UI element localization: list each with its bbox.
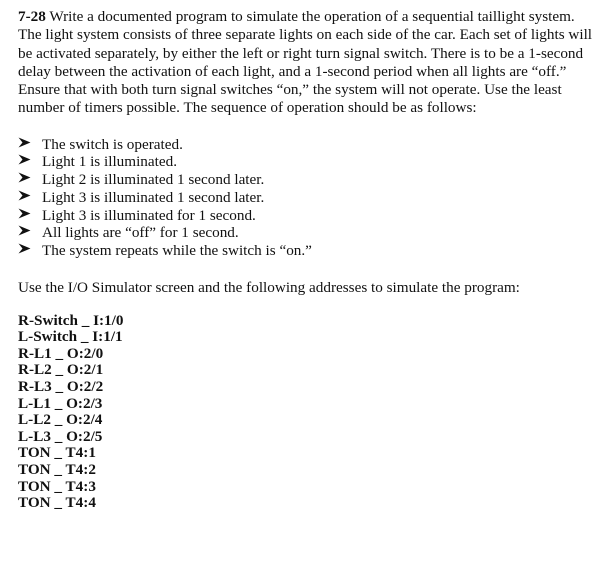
sequence-item-text: Light 2 is illuminated 1 second later. bbox=[42, 171, 265, 189]
address-list bbox=[18, 313, 596, 512]
arrowhead-bullet-icon bbox=[18, 225, 42, 236]
sequence-item bbox=[18, 189, 596, 207]
sequence-list bbox=[18, 136, 596, 260]
arrowhead-bullet-icon bbox=[18, 243, 42, 254]
address-row: TON _ T4:3 bbox=[18, 477, 96, 495]
problem-page bbox=[18, 8, 596, 512]
address-row: R-L3 _ O:2/2 bbox=[18, 378, 104, 396]
address-row: TON _ T4:1 bbox=[18, 444, 96, 462]
arrowhead-bullet-icon bbox=[18, 137, 42, 148]
sequence-item-text: All lights are “off” for 1 second. bbox=[42, 224, 239, 242]
problem-statement bbox=[18, 8, 596, 118]
sequence-item-text: The switch is operated. bbox=[42, 135, 183, 153]
arrowhead-bullet-icon bbox=[18, 208, 42, 219]
sequence-item bbox=[18, 153, 596, 171]
address-row: L-L1 _ O:2/3 bbox=[18, 394, 103, 412]
address-row: TON _ T4:2 bbox=[18, 461, 96, 479]
sequence-item-text: The system repeats while the switch is “on.” bbox=[42, 242, 312, 259]
problem-text: Write a documented program to simulate the operation of a sequential taillight system. The light system consists of three separate lights on each side of the car. Each set of lights will be activated separately, by either the left or right turn signal switch. There is to be a 1-second delay between the activation of each light, and a 1-second period when all lights are “off.” Ensure that with both turn signal switches “on,” the system will not operate. Use the least number of timers possible. The sequence of operation should be as follows: bbox=[18, 8, 593, 117]
address-row: R-L2 _ O:2/1 bbox=[18, 361, 104, 379]
sequence-item bbox=[18, 171, 596, 189]
sequence-item-text: Light 1 is illuminated. bbox=[42, 153, 177, 171]
simulator-instruction: Use the I/O Simulator screen and the following addresses to simulate the program: bbox=[18, 278, 520, 296]
sequence-item bbox=[18, 207, 596, 225]
sequence-item bbox=[18, 224, 596, 242]
address-row: L-L2 _ O:2/4 bbox=[18, 411, 103, 429]
arrowhead-bullet-icon bbox=[18, 172, 42, 183]
address-row: TON _ T4:4 bbox=[18, 494, 96, 512]
address-row: R-Switch _ I:1/0 bbox=[18, 311, 124, 329]
sequence-item-text: Light 3 is illuminated for 1 second. bbox=[42, 206, 256, 224]
sequence-item bbox=[18, 242, 596, 260]
arrowhead-bullet-icon bbox=[18, 154, 42, 165]
problem-number: 7-28 bbox=[18, 8, 46, 25]
address-row: L-Switch _ I:1/1 bbox=[18, 328, 123, 346]
sequence-item-text: Light 3 is illuminated 1 second later. bbox=[42, 188, 265, 206]
address-row: L-L3 _ O:2/5 bbox=[18, 427, 103, 445]
arrowhead-bullet-icon bbox=[18, 190, 42, 201]
sequence-item bbox=[18, 136, 596, 154]
address-row: R-L1 _ O:2/0 bbox=[18, 344, 104, 362]
